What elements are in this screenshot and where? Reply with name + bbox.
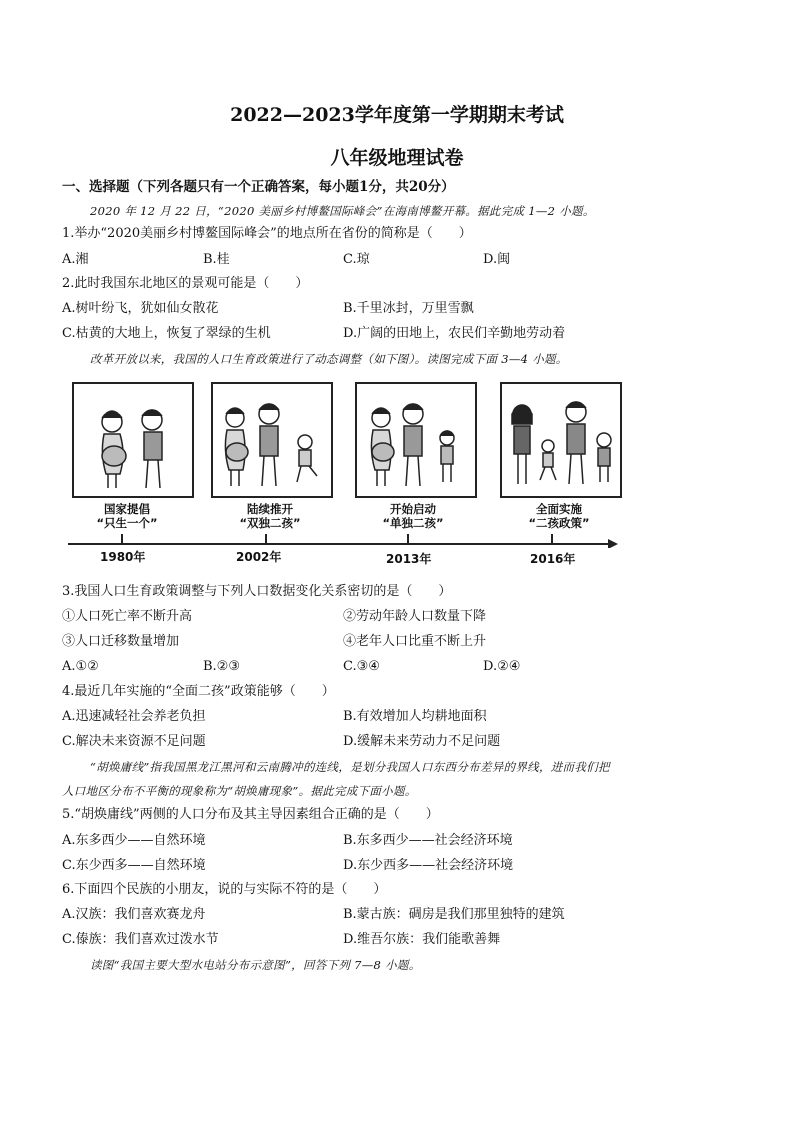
q4-option-b: B.有效增加人均耕地面积 (343, 709, 487, 724)
year-2013: 2013年 (386, 552, 432, 566)
q3-statement-4: ④老年人口比重不断上升 (343, 634, 487, 649)
q5-stem: 5.“胡焕庸线”两侧的人口分布及其主导因素组合正确的是（ ） (62, 807, 439, 822)
year-2002: 2002年 (236, 550, 282, 564)
q1-option-a: A.湘 (62, 252, 89, 267)
q2-stem: 2.此时我国东北地区的景观可能是（ ） (62, 276, 309, 291)
year-1980: 1980年 (100, 550, 146, 564)
policy-label-2002: 陆续推开 “双独二孩” (239, 502, 301, 530)
q3-option-d: D.②④ (483, 659, 521, 674)
q3-statement-2: ②劳动年龄人口数量下降 (343, 609, 487, 624)
q6-option-d: D.维吾尔族：我们能歌善舞 (343, 932, 501, 947)
q3-option-c: C.③④ (343, 659, 380, 674)
q6-option-c: C.傣族：我们喜欢过泼水节 (62, 932, 219, 947)
family-illustration-1 (74, 384, 192, 496)
q3-statement-3: ③人口迁移数量增加 (62, 634, 180, 649)
q2-option-b: B.千里冰封，万里雪飘 (343, 301, 474, 316)
panel-2013 (355, 382, 477, 498)
q1-stem: 1.举办“2020美丽乡村博鳌国际峰会”的地点所在省份的简称是（ ） (62, 226, 472, 241)
exam-subtitle: 八年级地理试卷 (330, 147, 464, 169)
year-2016: 2016年 (530, 552, 576, 566)
section-heading: 一、选择题（下列各题只有一个正确答案，每小题1分，共20分） (62, 179, 455, 195)
q6-option-a: A.汉族：我们喜欢赛龙舟 (62, 907, 206, 922)
q3-stem: 3.我国人口生育政策调整与下列人口数据变化关系密切的是（ ） (62, 584, 452, 599)
intro-2: 改革开放以来，我国的人口生育政策进行了动态调整（如下图）。读图完成下面 3—4 小题。 (90, 352, 568, 366)
q3-statement-1: ①人口死亡率不断升高 (62, 609, 193, 624)
q4-option-c: C.解决未来资源不足问题 (62, 734, 206, 749)
q1-option-b: B.桂 (203, 252, 230, 267)
timeline-axis (66, 528, 626, 548)
q3-option-a: A.①② (62, 659, 99, 674)
panel-2002 (211, 382, 333, 498)
family-illustration-3 (357, 384, 475, 496)
q4-option-a: A.迅速减轻社会养老负担 (62, 709, 206, 724)
exam-title: 2022—2023学年度第一学期期末考试 (230, 104, 564, 126)
q5-option-c: C.东少西多——自然环境 (62, 858, 206, 873)
policy-label-2016: 全面实施 “二孩政策” (528, 502, 590, 530)
q1-option-c: C.琼 (343, 252, 370, 267)
q2-option-a: A.树叶纷飞，犹如仙女散花 (62, 301, 219, 316)
intro-3-line-1: “胡焕庸线”指我国黑龙江黑河和云南腾冲的连线，是划分我国人口东西分布差异的界线，进而我们把 (90, 760, 610, 774)
q1-option-d: D.闽 (483, 252, 511, 267)
q5-option-b: B.东多西少——社会经济环境 (343, 833, 513, 848)
q5-option-a: A.东多西少——自然环境 (62, 833, 206, 848)
q6-option-b: B.蒙古族：碉房是我们那里独特的建筑 (343, 907, 565, 922)
q5-option-d: D.东少西多——社会经济环境 (343, 858, 514, 873)
policy-label-2013: 开始启动 “单独二孩” (382, 502, 444, 530)
q2-option-d: D.广阔的田地上，农民们辛勤地劳动着 (343, 326, 566, 341)
policy-label-1980: 国家提倡 “只生一个” (96, 502, 158, 530)
family-illustration-2 (213, 384, 331, 496)
q2-option-c: C.枯黄的大地上，恢复了翠绿的生机 (62, 326, 271, 341)
intro-3-line-2: 人口地区分布不平衡的现象称为“胡焕庸现象”。据此完成下面小题。 (62, 784, 417, 798)
panel-2016 (500, 382, 622, 498)
intro-1: 2020 年 12 月 22 日，“2020 美丽乡村博鳌国际峰会”在海南博鳌开幕。据此完成 1—2 小题。 (90, 204, 595, 218)
q4-option-d: D.缓解未来劳动力不足问题 (343, 734, 501, 749)
q3-option-b: B.②③ (203, 659, 240, 674)
family-illustration-4 (502, 384, 620, 496)
q6-stem: 6.下面四个民族的小朋友，说的与实际不符的是（ ） (62, 882, 387, 897)
population-policy-figure (66, 378, 626, 568)
q4-stem: 4.最近几年实施的“全面二孩”政策能够（ ） (62, 684, 335, 699)
panel-1980 (72, 382, 194, 498)
intro-4: 读图“我国主要大型水电站分布示意图”，回答下列 7—8 小题。 (90, 958, 421, 972)
